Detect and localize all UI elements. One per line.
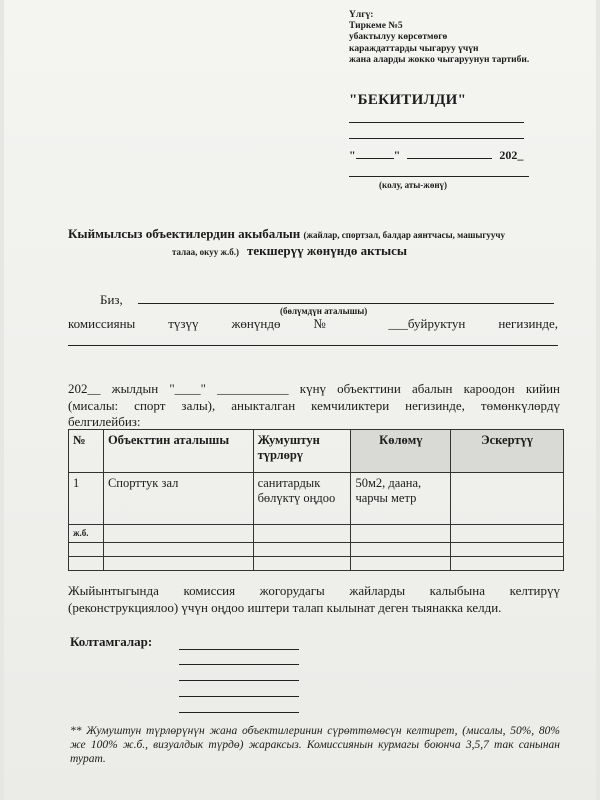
table-cell [253, 543, 351, 557]
table-cell [451, 557, 564, 571]
signature-line [179, 696, 299, 697]
attachment-line: жана аларды жокко чыгаруунун тартиби. [349, 54, 530, 65]
approval-signature-line [349, 176, 529, 177]
approval-caption: (колу, аты-жөнү) [379, 180, 448, 190]
attachment-line: убактылуу көрсөтмөгө [349, 32, 448, 43]
department-line [138, 303, 554, 304]
table-header-row [69, 430, 564, 473]
table-cell [69, 557, 104, 571]
signature-line [179, 680, 299, 681]
we-label: Биз, [100, 292, 123, 307]
approval-title: "БЕКИТИЛДИ" [349, 92, 467, 108]
department-caption: (бөлүмдүн аталышы) [280, 306, 368, 316]
conclusion-paragraph: Жыйынтыгында комиссия жогорудагы жайларды калыбына келтирүү (реконструкциялоо) үчүн оңдоо иштери талап кылынат деген тыянакка келди. [68, 583, 560, 615]
table-cell: Спорттук зал [103, 473, 253, 525]
table-header: Эскертүү [451, 430, 564, 473]
table-row [69, 557, 564, 571]
table-cell [351, 557, 451, 571]
commission-underline [68, 345, 558, 346]
table-cell [103, 557, 253, 571]
signatures-label: Колтамгалар: [70, 634, 153, 649]
attachment-number: Тиркеме №5 [349, 21, 403, 32]
approval-line [349, 138, 524, 139]
document-title-line2: талаа, окуу ж.б.) текшерүү жөнүндө актысы [172, 243, 408, 258]
table-cell [451, 473, 564, 525]
table-cell: 50м2, даана, чарчы метр [351, 473, 451, 525]
table-cell [451, 525, 564, 543]
table-cell [351, 543, 451, 557]
signature-line [179, 712, 299, 713]
table-cell: ж.б. [69, 525, 104, 543]
attachment-sample: Үлгү: [349, 10, 374, 20]
table-header: № [69, 430, 104, 473]
document-title-line1: Кыймылсыз объектилердин акыбалын (жайлар, спортзал, балдар аянтчасы, машыгуучу [68, 226, 506, 241]
table-cell [103, 543, 253, 557]
table-cell [253, 525, 351, 543]
table-cell: санитардык бөлүктү оңдоо [253, 473, 351, 525]
table-row [69, 473, 564, 525]
approval-line [349, 122, 524, 123]
commission-line: комиссияны түзүү жөнүндө № ___буйруктун негизинде, [68, 316, 559, 331]
table-cell [351, 525, 451, 543]
attachment-block [349, 10, 529, 66]
table-cell [69, 543, 104, 557]
inspection-table [68, 429, 564, 571]
table-header: Көлөмү [351, 430, 451, 473]
table-row [69, 525, 564, 543]
inspection-paragraph: 202__ жылдын "____" ___________ күнү объекттини абалын кароодон кийин (мисалы: спорт залы), аныкталган кемчиликтери негизинде, төмөнкүлөрдү белгилейбиз: [68, 381, 560, 429]
attachment-line: караждаттарды чыгаруу үчүн [349, 43, 479, 54]
table-cell [451, 543, 564, 557]
signature-line [179, 664, 299, 665]
approval-date: " " 202_ [349, 148, 524, 162]
table-header: Объекттин аталышы [103, 430, 253, 473]
table-cell [253, 557, 351, 571]
document-page [4, 0, 596, 800]
table-row [69, 543, 564, 557]
table-header: Жумуштун түрлөрү [253, 430, 351, 473]
footnote: ** Жумуштун түрлөрүнүн жана объектилеринин сүрөттөмөсүн келтирет, (мисалы, 50%, 80% же 100% ж.б., визуалдык түрдө) жараксыз. Комиссиянын курмагы боюнча 3,5,7 так санынан турат. [70, 725, 560, 765]
table-cell: 1 [69, 473, 104, 525]
table-cell [103, 525, 253, 543]
signature-line [179, 649, 299, 650]
